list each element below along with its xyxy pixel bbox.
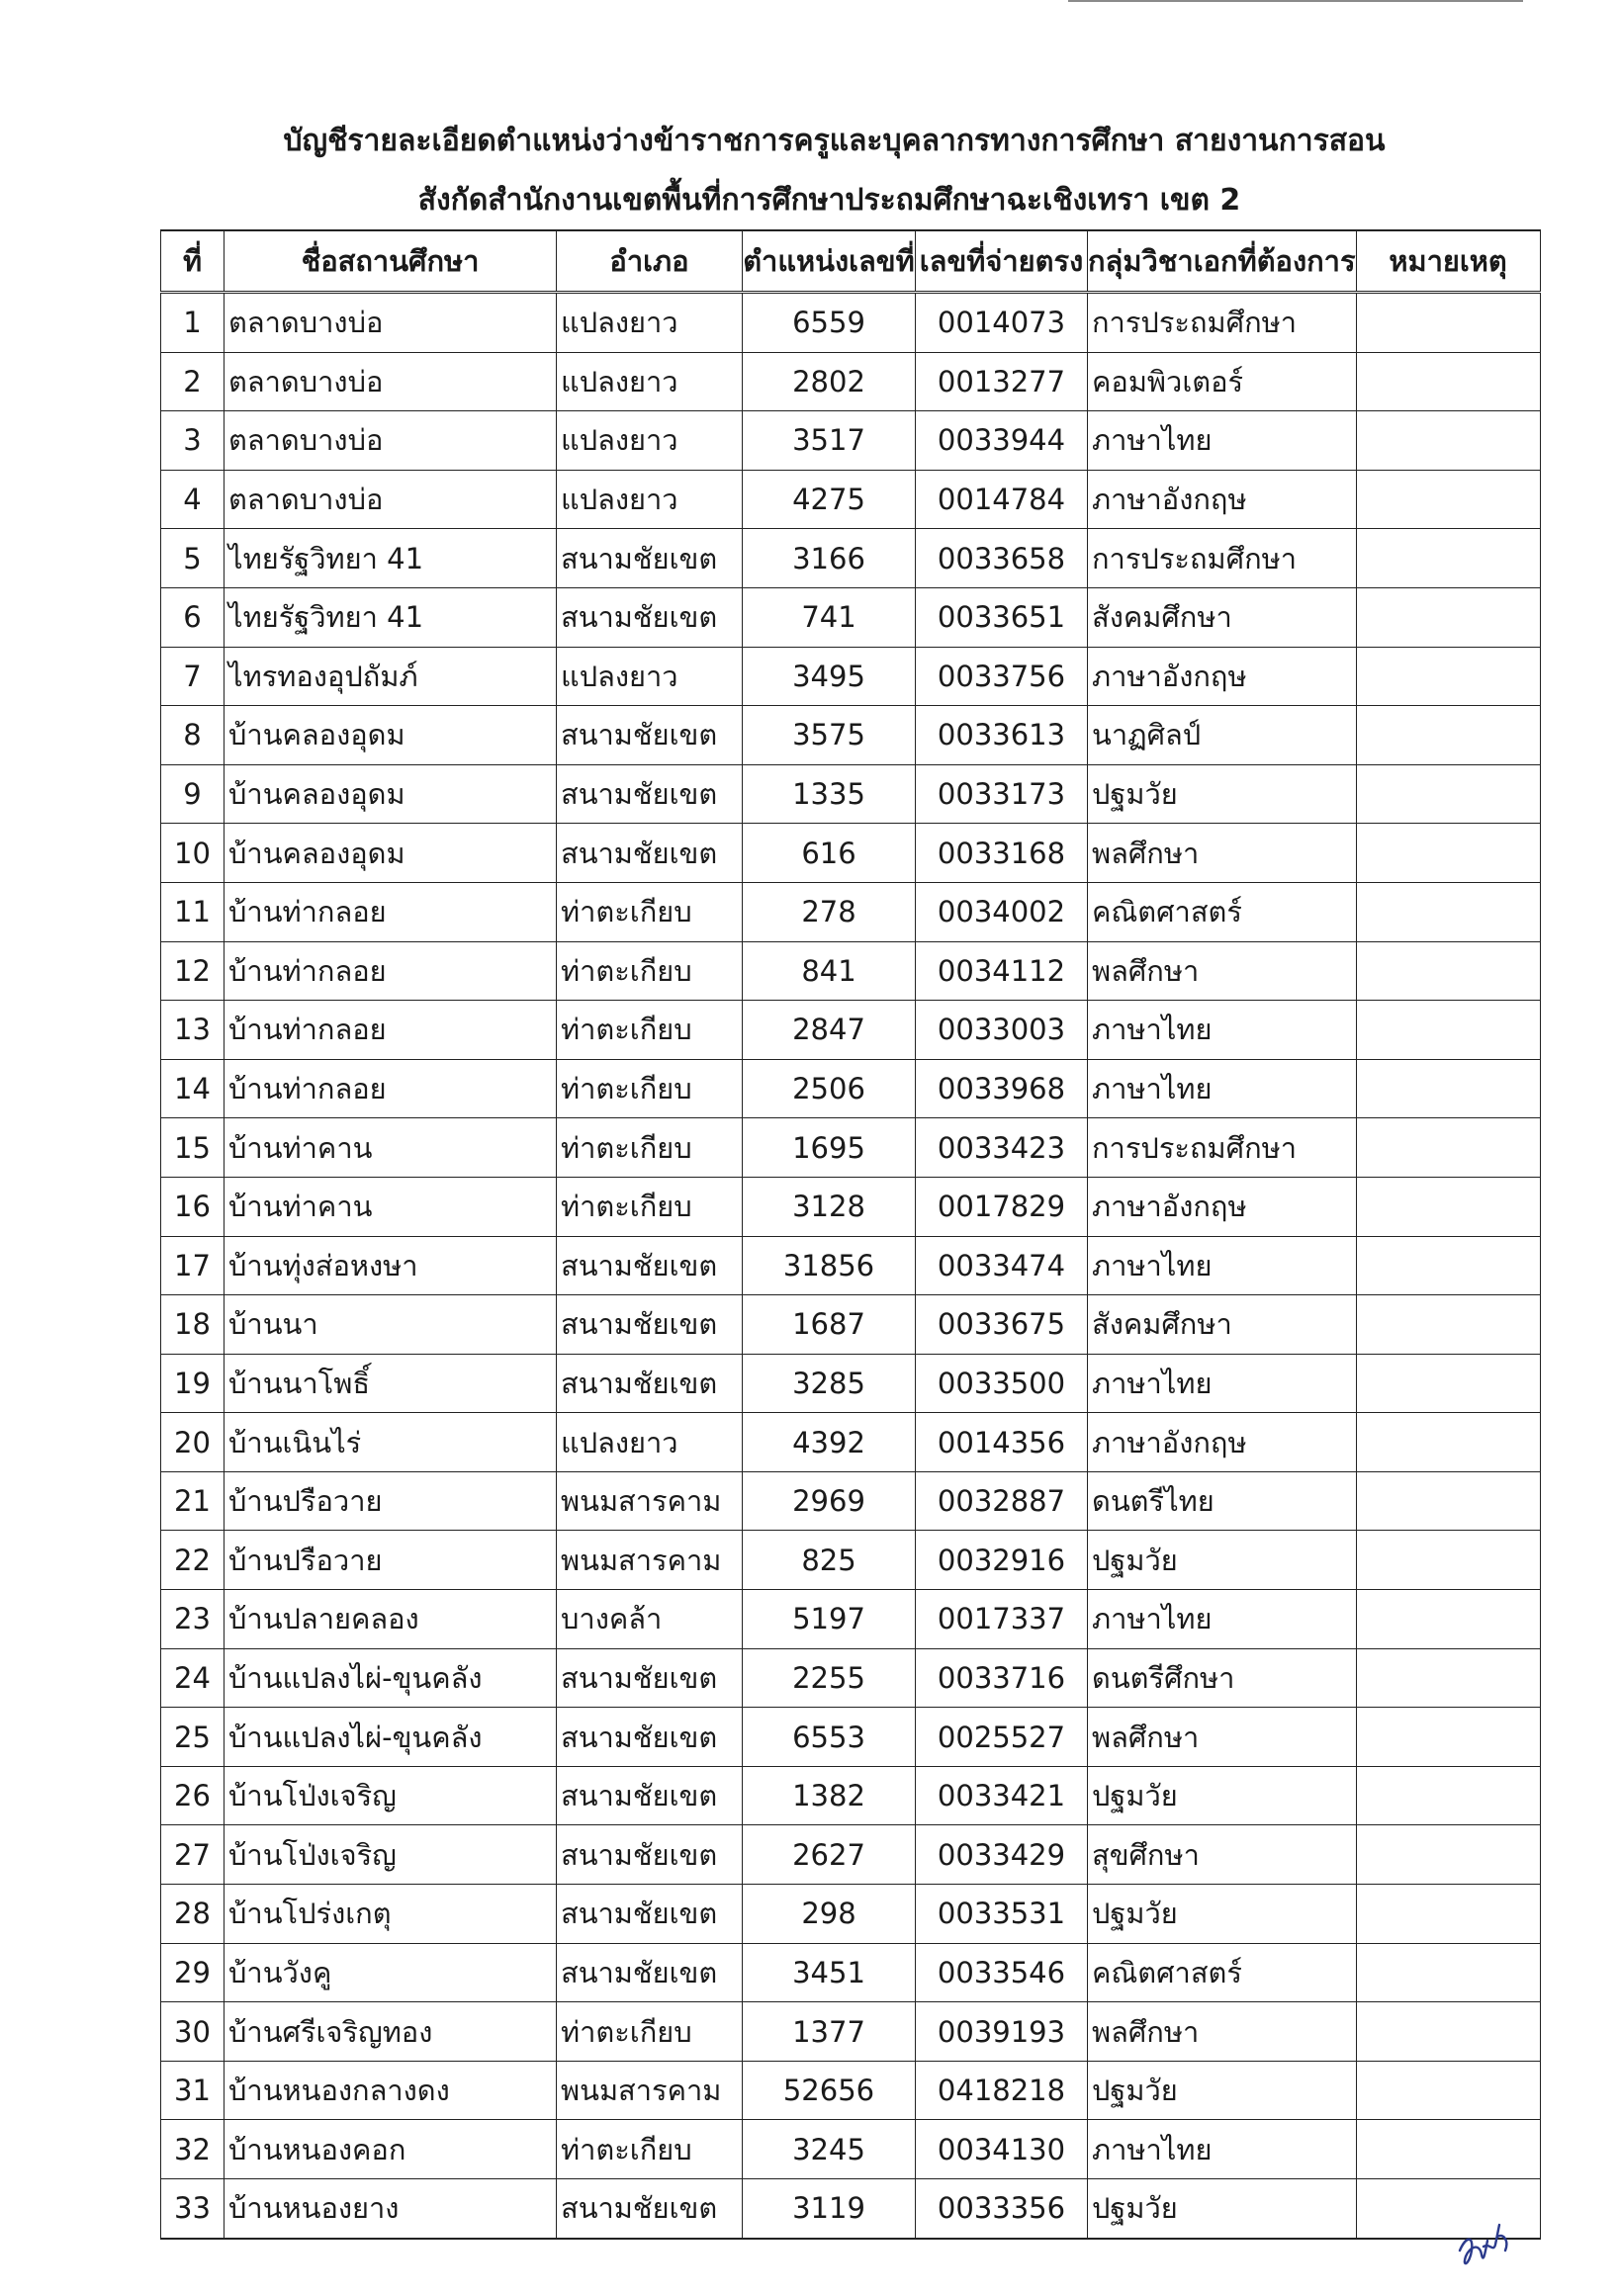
cell-remark	[1356, 293, 1540, 353]
cell-position-no: 4392	[743, 1413, 916, 1472]
cell-pay-no: 0033173	[916, 764, 1088, 824]
cell-district: สนามชัยเขต	[557, 2179, 743, 2239]
table-row	[161, 2061, 1541, 2120]
table-row	[161, 1766, 1541, 1825]
cell-pay-no: 0033429	[916, 1825, 1088, 1885]
cell-district: สนามชัยเขต	[557, 764, 743, 824]
cell-subject: ภาษาไทย	[1088, 1354, 1357, 1413]
cell-remark	[1356, 1766, 1540, 1825]
cell-pay-no: 0034002	[916, 882, 1088, 941]
cell-no: 9	[161, 764, 225, 824]
cell-subject: ภาษาไทย	[1088, 1001, 1357, 1060]
table-header	[161, 230, 1541, 293]
cell-school-name: บ้านปรือวาย	[225, 1471, 557, 1531]
cell-pay-no: 0014784	[916, 470, 1088, 529]
cell-position-no: 1382	[743, 1766, 916, 1825]
cell-subject: พลศึกษา	[1088, 1708, 1357, 1767]
cell-pay-no: 0032916	[916, 1531, 1088, 1590]
cell-position-no: 741	[743, 587, 916, 647]
cell-position-no: 3166	[743, 529, 916, 588]
cell-no: 20	[161, 1413, 225, 1472]
cell-position-no: 2255	[743, 1648, 916, 1708]
cell-school-name: บ้านนาโพธิ์	[225, 1354, 557, 1413]
cell-district: สนามชัยเขต	[557, 1295, 743, 1355]
cell-remark	[1356, 1943, 1540, 2002]
table-body	[161, 293, 1541, 2239]
cell-subject: ปฐมวัย	[1088, 2179, 1357, 2239]
cell-remark	[1356, 411, 1540, 471]
table-row	[161, 587, 1541, 647]
cell-school-name: บ้านท่าคาน	[225, 1177, 557, 1236]
cell-no: 10	[161, 824, 225, 883]
document-header	[0, 121, 1619, 239]
cell-school-name: บ้านคลองอุดม	[225, 764, 557, 824]
cell-no: 25	[161, 1708, 225, 1767]
cell-school-name: บ้านท่ากลอย	[225, 882, 557, 941]
cell-school-name: ตลาดบางบ่อ	[225, 352, 557, 411]
cell-position-no: 825	[743, 1531, 916, 1590]
cell-pay-no: 0034130	[916, 2120, 1088, 2179]
cell-remark	[1356, 1059, 1540, 1118]
cell-district: สนามชัยเขต	[557, 1943, 743, 2002]
cell-pay-no: 0033168	[916, 824, 1088, 883]
table-row	[161, 647, 1541, 706]
header-school: ชื่อสถานศึกษา	[225, 230, 557, 293]
cell-pay-no: 0033423	[916, 1118, 1088, 1178]
cell-remark	[1356, 1295, 1540, 1355]
cell-position-no: 278	[743, 882, 916, 941]
cell-pay-no: 0033613	[916, 706, 1088, 765]
cell-subject: ภาษาอังกฤษ	[1088, 647, 1357, 706]
cell-school-name: บ้านโป่งเจริญ	[225, 1766, 557, 1825]
cell-district: สนามชัยเขต	[557, 587, 743, 647]
cell-pay-no: 0033500	[916, 1354, 1088, 1413]
table-row	[161, 1413, 1541, 1472]
cell-pay-no: 0033716	[916, 1648, 1088, 1708]
cell-school-name: บ้านวังคู	[225, 1943, 557, 2002]
cell-district: พนมสารคาม	[557, 1471, 743, 1531]
cell-position-no: 841	[743, 941, 916, 1001]
cell-no: 6	[161, 587, 225, 647]
cell-pay-no: 0033756	[916, 647, 1088, 706]
cell-district: ท่าตะเกียบ	[557, 2002, 743, 2062]
scan-edge-line	[1068, 0, 1523, 2]
cell-subject: พลศึกษา	[1088, 824, 1357, 883]
cell-position-no: 4275	[743, 470, 916, 529]
cell-pay-no: 0013277	[916, 352, 1088, 411]
cell-position-no: 2506	[743, 1059, 916, 1118]
cell-pay-no: 0034112	[916, 941, 1088, 1001]
cell-school-name: บ้านนา	[225, 1295, 557, 1355]
cell-no: 30	[161, 2002, 225, 2062]
cell-remark	[1356, 1708, 1540, 1767]
cell-school-name: บ้านแปลงไผ่-ขุนคลัง	[225, 1708, 557, 1767]
cell-pay-no: 0033651	[916, 587, 1088, 647]
cell-position-no: 31856	[743, 1236, 916, 1295]
cell-remark	[1356, 824, 1540, 883]
table-row	[161, 2120, 1541, 2179]
cell-remark	[1356, 1413, 1540, 1472]
cell-position-no: 6553	[743, 1708, 916, 1767]
cell-district: สนามชัยเขต	[557, 1766, 743, 1825]
header-district: อำเภอ	[557, 230, 743, 293]
table-row	[161, 1885, 1541, 1944]
cell-remark	[1356, 1001, 1540, 1060]
cell-district: ท่าตะเกียบ	[557, 941, 743, 1001]
cell-no: 11	[161, 882, 225, 941]
cell-school-name: ไทรทองอุปถัมภ์	[225, 647, 557, 706]
cell-school-name: ตลาดบางบ่อ	[225, 470, 557, 529]
cell-position-no: 1335	[743, 764, 916, 824]
cell-position-no: 3128	[743, 1177, 916, 1236]
cell-no: 23	[161, 1590, 225, 1649]
cell-subject: พลศึกษา	[1088, 941, 1357, 1001]
cell-pay-no: 0025527	[916, 1708, 1088, 1767]
cell-school-name: บ้านหนองกลางดง	[225, 2061, 557, 2120]
cell-no: 1	[161, 293, 225, 353]
cell-no: 28	[161, 1885, 225, 1944]
cell-no: 8	[161, 706, 225, 765]
cell-pay-no: 0033531	[916, 1885, 1088, 1944]
table-row	[161, 1177, 1541, 1236]
cell-no: 15	[161, 1118, 225, 1178]
table-row	[161, 352, 1541, 411]
cell-pay-no: 0033546	[916, 1943, 1088, 2002]
cell-pay-no: 0039193	[916, 2002, 1088, 2062]
cell-pay-no: 0033968	[916, 1059, 1088, 1118]
cell-remark	[1356, 1531, 1540, 1590]
cell-pay-no: 0014356	[916, 1413, 1088, 1472]
cell-school-name: บ้านเนินไร่	[225, 1413, 557, 1472]
cell-no: 2	[161, 352, 225, 411]
cell-district: ท่าตะเกียบ	[557, 1118, 743, 1178]
cell-no: 4	[161, 470, 225, 529]
table-row	[161, 882, 1541, 941]
cell-district: ท่าตะเกียบ	[557, 1001, 743, 1060]
cell-school-name: บ้านทุ่งส่อหงษา	[225, 1236, 557, 1295]
cell-position-no: 5197	[743, 1590, 916, 1649]
cell-remark	[1356, 706, 1540, 765]
cell-remark	[1356, 2002, 1540, 2062]
cell-school-name: บ้านโป่งเจริญ	[225, 1825, 557, 1885]
cell-remark	[1356, 1590, 1540, 1649]
table-row	[161, 2002, 1541, 2062]
cell-district: แปลงยาว	[557, 293, 743, 353]
cell-subject: การประถมศึกษา	[1088, 1118, 1357, 1178]
cell-position-no: 3575	[743, 706, 916, 765]
cell-pay-no: 0418218	[916, 2061, 1088, 2120]
cell-district: สนามชัยเขต	[557, 824, 743, 883]
cell-district: สนามชัยเขต	[557, 1354, 743, 1413]
cell-no: 22	[161, 1531, 225, 1590]
cell-position-no: 298	[743, 1885, 916, 1944]
cell-remark	[1356, 1354, 1540, 1413]
cell-remark	[1356, 1236, 1540, 1295]
cell-pay-no: 0033356	[916, 2179, 1088, 2239]
cell-no: 18	[161, 1295, 225, 1355]
cell-district: พนมสารคาม	[557, 1531, 743, 1590]
table-row	[161, 1708, 1541, 1767]
cell-remark	[1356, 1825, 1540, 1885]
cell-district: สนามชัยเขต	[557, 1708, 743, 1767]
cell-remark	[1356, 1118, 1540, 1178]
cell-no: 13	[161, 1001, 225, 1060]
cell-district: แปลงยาว	[557, 470, 743, 529]
table-row	[161, 1943, 1541, 2002]
cell-subject: สุขศึกษา	[1088, 1825, 1357, 1885]
cell-pay-no: 0033675	[916, 1295, 1088, 1355]
cell-remark	[1356, 587, 1540, 647]
cell-no: 32	[161, 2120, 225, 2179]
table-row	[161, 470, 1541, 529]
cell-subject: การประถมศึกษา	[1088, 529, 1357, 588]
cell-school-name: บ้านคลองอุดม	[225, 706, 557, 765]
header-position-no: ตำแหน่งเลขที่	[743, 230, 916, 293]
cell-district: แปลงยาว	[557, 1413, 743, 1472]
cell-pay-no: 0033421	[916, 1766, 1088, 1825]
cell-school-name: บ้านท่ากลอย	[225, 1059, 557, 1118]
cell-subject: ภาษาไทย	[1088, 1059, 1357, 1118]
handwritten-signature	[1454, 2207, 1533, 2276]
cell-position-no: 3451	[743, 1943, 916, 2002]
cell-remark	[1356, 764, 1540, 824]
cell-position-no: 1695	[743, 1118, 916, 1178]
cell-no: 14	[161, 1059, 225, 1118]
cell-school-name: บ้านท่าคาน	[225, 1118, 557, 1178]
cell-subject: ภาษาไทย	[1088, 411, 1357, 471]
cell-district: สนามชัยเขต	[557, 1236, 743, 1295]
cell-subject: ภาษาอังกฤษ	[1088, 470, 1357, 529]
table-row	[161, 941, 1541, 1001]
cell-school-name: ไทยรัฐวิทยา 41	[225, 529, 557, 588]
cell-pay-no: 0033944	[916, 411, 1088, 471]
cell-remark	[1356, 2061, 1540, 2120]
cell-no: 26	[161, 1766, 225, 1825]
cell-position-no: 2969	[743, 1471, 916, 1531]
cell-pay-no: 0033474	[916, 1236, 1088, 1295]
table-row	[161, 1825, 1541, 1885]
cell-subject: ดนตรีศึกษา	[1088, 1648, 1357, 1708]
cell-subject: ภาษาไทย	[1088, 1236, 1357, 1295]
cell-district: พนมสารคาม	[557, 2061, 743, 2120]
cell-school-name: บ้านศรีเจริญทอง	[225, 2002, 557, 2062]
cell-school-name: บ้านหนองยาง	[225, 2179, 557, 2239]
cell-district: แปลงยาว	[557, 647, 743, 706]
table-row	[161, 1059, 1541, 1118]
cell-district: สนามชัยเขต	[557, 1825, 743, 1885]
cell-subject: นาฏศิลป์	[1088, 706, 1357, 765]
cell-district: ท่าตะเกียบ	[557, 2120, 743, 2179]
cell-position-no: 3245	[743, 2120, 916, 2179]
cell-subject: ภาษาไทย	[1088, 2120, 1357, 2179]
cell-position-no: 52656	[743, 2061, 916, 2120]
cell-no: 27	[161, 1825, 225, 1885]
cell-subject: คณิตศาสตร์	[1088, 1943, 1357, 2002]
cell-subject: สังคมศึกษา	[1088, 587, 1357, 647]
table-row	[161, 706, 1541, 765]
cell-school-name: ตลาดบางบ่อ	[225, 293, 557, 353]
cell-district: ท่าตะเกียบ	[557, 1059, 743, 1118]
cell-school-name: ไทยรัฐวิทยา 41	[225, 587, 557, 647]
cell-position-no: 1687	[743, 1295, 916, 1355]
cell-subject: ภาษาไทย	[1088, 1590, 1357, 1649]
header-remark: หมายเหตุ	[1356, 230, 1540, 293]
cell-position-no: 6559	[743, 293, 916, 353]
cell-pay-no: 0017337	[916, 1590, 1088, 1649]
table-row	[161, 411, 1541, 471]
table-row	[161, 1295, 1541, 1355]
document-title-line-1: บัญชีรายละเอียดตำแหน่งว่างข้าราชการครูและบุคลากรทางการศึกษา สายงานการสอน	[283, 124, 1386, 158]
cell-remark	[1356, 1471, 1540, 1531]
cell-school-name: บ้านท่ากลอย	[225, 941, 557, 1001]
cell-position-no: 3517	[743, 411, 916, 471]
cell-remark	[1356, 352, 1540, 411]
cell-district: แปลงยาว	[557, 352, 743, 411]
cell-school-name: ตลาดบางบ่อ	[225, 411, 557, 471]
cell-no: 16	[161, 1177, 225, 1236]
table-row	[161, 293, 1541, 353]
cell-school-name: บ้านหนองคอก	[225, 2120, 557, 2179]
document-title-line-2: สังกัดสำนักงานเขตพื้นที่การศึกษาประถมศึกษาฉะเชิงเทรา เขต 2	[417, 183, 1241, 218]
cell-subject: คอมพิวเตอร์	[1088, 352, 1357, 411]
cell-school-name: บ้านโปร่งเกตุ	[225, 1885, 557, 1944]
cell-no: 7	[161, 647, 225, 706]
cell-remark	[1356, 2120, 1540, 2179]
cell-school-name: บ้านท่ากลอย	[225, 1001, 557, 1060]
cell-subject: ดนตรีไทย	[1088, 1471, 1357, 1531]
cell-subject: ปฐมวัย	[1088, 764, 1357, 824]
cell-remark	[1356, 529, 1540, 588]
table-header-row	[161, 230, 1541, 293]
cell-pay-no: 0033003	[916, 1001, 1088, 1060]
cell-district: ท่าตะเกียบ	[557, 882, 743, 941]
cell-district: บางคล้า	[557, 1590, 743, 1649]
table-row	[161, 529, 1541, 588]
cell-no: 19	[161, 1354, 225, 1413]
cell-position-no: 616	[743, 824, 916, 883]
table-row	[161, 1001, 1541, 1060]
header-pay-no: เลขที่จ่ายตรง	[916, 230, 1088, 293]
cell-subject: ปฐมวัย	[1088, 2061, 1357, 2120]
cell-district: สนามชัยเขต	[557, 1648, 743, 1708]
cell-school-name: บ้านปรือวาย	[225, 1531, 557, 1590]
vacancy-table	[160, 229, 1541, 2240]
header-subject: กลุ่มวิชาเอกที่ต้องการ	[1088, 230, 1357, 293]
cell-school-name: บ้านแปลงไผ่-ขุนคลัง	[225, 1648, 557, 1708]
table-row	[161, 764, 1541, 824]
cell-remark	[1356, 941, 1540, 1001]
cell-subject: คณิตศาสตร์	[1088, 882, 1357, 941]
cell-no: 33	[161, 2179, 225, 2239]
table-row	[161, 1118, 1541, 1178]
cell-pay-no: 0033658	[916, 529, 1088, 588]
cell-no: 17	[161, 1236, 225, 1295]
cell-subject: การประถมศึกษา	[1088, 293, 1357, 353]
cell-remark	[1356, 1177, 1540, 1236]
cell-position-no: 2627	[743, 1825, 916, 1885]
table-row	[161, 1590, 1541, 1649]
cell-position-no: 3285	[743, 1354, 916, 1413]
cell-position-no: 2802	[743, 352, 916, 411]
cell-position-no: 2847	[743, 1001, 916, 1060]
cell-no: 31	[161, 2061, 225, 2120]
table-row	[161, 824, 1541, 883]
cell-school-name: บ้านคลองอุดม	[225, 824, 557, 883]
table-row	[161, 1531, 1541, 1590]
table-row	[161, 1354, 1541, 1413]
table-row	[161, 2179, 1541, 2239]
cell-position-no: 3495	[743, 647, 916, 706]
table-row	[161, 1648, 1541, 1708]
cell-pay-no: 0014073	[916, 293, 1088, 353]
cell-subject: พลศึกษา	[1088, 2002, 1357, 2062]
cell-no: 24	[161, 1648, 225, 1708]
cell-subject: ปฐมวัย	[1088, 1531, 1357, 1590]
cell-no: 5	[161, 529, 225, 588]
table-row	[161, 1471, 1541, 1531]
cell-subject: ปฐมวัย	[1088, 1766, 1357, 1825]
cell-district: แปลงยาว	[557, 411, 743, 471]
table-row	[161, 1236, 1541, 1295]
cell-remark	[1356, 1885, 1540, 1944]
cell-position-no: 1377	[743, 2002, 916, 2062]
cell-subject: สังคมศึกษา	[1088, 1295, 1357, 1355]
cell-district: สนามชัยเขต	[557, 706, 743, 765]
cell-remark	[1356, 470, 1540, 529]
cell-subject: ภาษาอังกฤษ	[1088, 1177, 1357, 1236]
cell-district: สนามชัยเขต	[557, 1885, 743, 1944]
cell-remark	[1356, 647, 1540, 706]
cell-subject: ภาษาอังกฤษ	[1088, 1413, 1357, 1472]
cell-pay-no: 0032887	[916, 1471, 1088, 1531]
cell-remark	[1356, 1648, 1540, 1708]
cell-no: 29	[161, 1943, 225, 2002]
cell-district: สนามชัยเขต	[557, 529, 743, 588]
cell-school-name: บ้านปลายคลอง	[225, 1590, 557, 1649]
cell-district: ท่าตะเกียบ	[557, 1177, 743, 1236]
header-no: ที่	[161, 230, 225, 293]
cell-no: 3	[161, 411, 225, 471]
cell-remark	[1356, 882, 1540, 941]
cell-pay-no: 0017829	[916, 1177, 1088, 1236]
cell-position-no: 3119	[743, 2179, 916, 2239]
cell-no: 12	[161, 941, 225, 1001]
cell-subject: ปฐมวัย	[1088, 1885, 1357, 1944]
cell-no: 21	[161, 1471, 225, 1531]
